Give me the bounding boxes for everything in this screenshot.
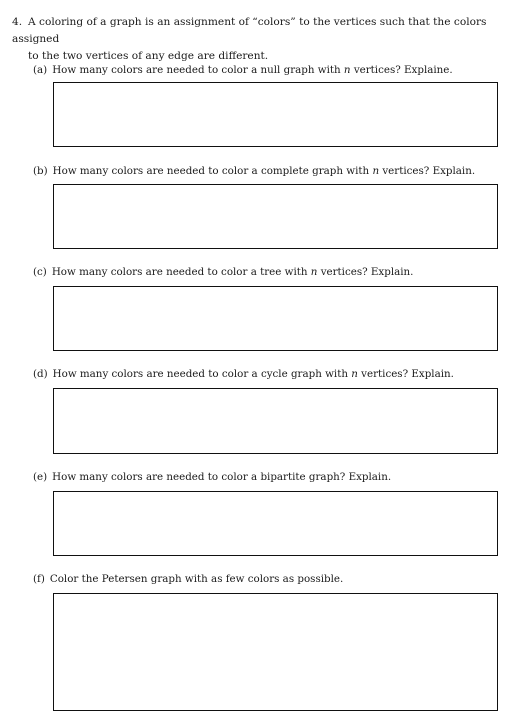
problem-statement bbox=[12, 14, 502, 65]
part-f-text: Color the Petersen graph with as few colors as possible. bbox=[49, 573, 344, 585]
part-b-question bbox=[33, 164, 475, 178]
problem-number: 4. bbox=[12, 16, 23, 28]
part-a-variable: n bbox=[343, 64, 351, 76]
part-b-letter: (b) bbox=[33, 165, 48, 177]
part-b-variable: n bbox=[372, 165, 380, 177]
part-e-question bbox=[33, 470, 391, 484]
part-d-variable: n bbox=[351, 368, 358, 380]
part-a-letter: (a) bbox=[33, 64, 48, 76]
part-e-text: How many colors are needed to color a bipartite graph? Explain. bbox=[52, 471, 392, 483]
part-e-letter: (e) bbox=[33, 471, 48, 483]
problem-text-line-1: A coloring of a graph is an assignment of “colors” to the vertices such that the colors assigned bbox=[12, 16, 487, 45]
problem-line-1 bbox=[12, 14, 502, 48]
part-d-question bbox=[33, 367, 454, 381]
answer-box-c[interactable] bbox=[53, 286, 498, 351]
part-d-text-before: How many colors are needed to color a cycle graph with bbox=[52, 368, 352, 380]
part-f-letter: (f) bbox=[33, 573, 45, 585]
part-d-letter: (d) bbox=[33, 368, 48, 380]
part-c-question bbox=[33, 265, 413, 279]
part-c-letter: (c) bbox=[33, 266, 47, 278]
answer-box-e[interactable] bbox=[53, 491, 498, 556]
part-b-text-after: vertices? Explain. bbox=[379, 165, 476, 177]
part-c-variable: n bbox=[310, 266, 318, 278]
part-f-question bbox=[33, 572, 343, 586]
answer-box-b[interactable] bbox=[53, 184, 498, 249]
part-b-text-before: How many colors are needed to color a complete graph with bbox=[52, 165, 373, 177]
answer-box-a[interactable] bbox=[53, 82, 498, 147]
part-a-text-before: How many colors are needed to color a null graph with bbox=[52, 64, 344, 76]
part-c-text-before: How many colors are needed to color a tree with bbox=[51, 266, 311, 278]
part-c-text-after: vertices? Explain. bbox=[317, 266, 414, 278]
answer-box-d[interactable] bbox=[53, 388, 498, 454]
part-a-text-after: vertices? Explaine. bbox=[350, 64, 453, 76]
part-d-text-after: vertices? Explain. bbox=[357, 368, 454, 380]
part-a-question bbox=[33, 63, 453, 77]
problem-text-line-2: to the two vertices of any edge are different. bbox=[28, 50, 269, 62]
answer-box-f[interactable] bbox=[53, 593, 498, 711]
